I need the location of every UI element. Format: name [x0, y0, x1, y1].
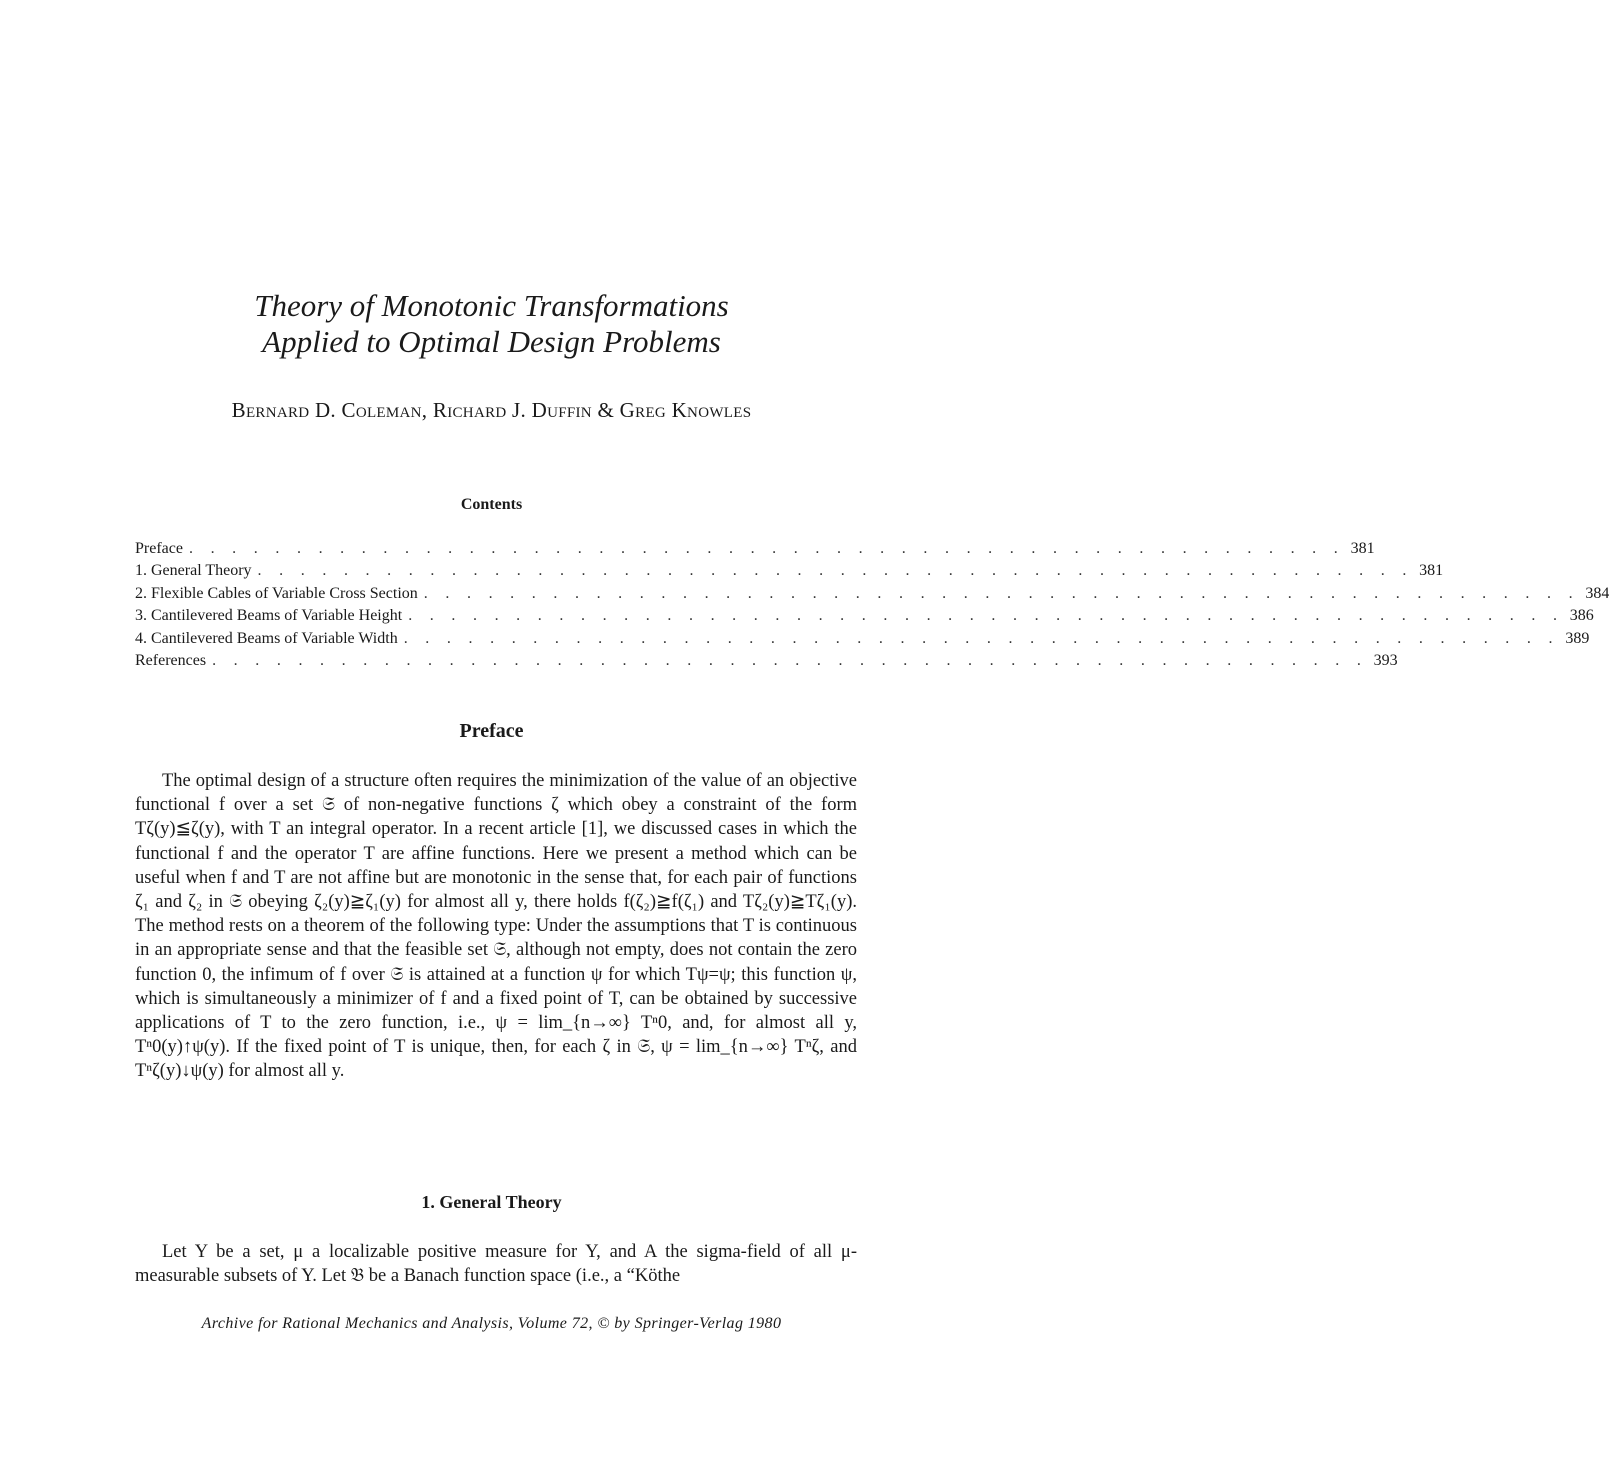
toc-entry	[135, 540, 1375, 562]
article-title-line-1: Theory of Monotonic Transformations	[254, 288, 729, 323]
toc-entry	[135, 651, 1398, 674]
toc-leader-dots: . . . . . . . . . . . . . . . . . . . . . . . . . . . . . . . . . . . . . . . . . . . . . . . . . . . . . .	[188, 540, 1345, 557]
toc-leader-dots: . . . . . . . . . . . . . . . . . . . . . . . . . . . . . . . . . . . . . . . . . . . . . . . . . . . . . .	[408, 607, 1564, 625]
toc-entry-label: 1. General Theory	[135, 562, 252, 580]
article-title-line-2: Applied to Optimal Design Problems	[262, 324, 721, 359]
toc-entry-page: 393	[1373, 651, 1398, 669]
toc-entry-label: Preface	[135, 540, 183, 557]
general-theory-heading: 1. General Theory	[421, 1192, 562, 1212]
preface-body	[135, 769, 857, 1084]
journal-footer: Archive for Rational Mechanics and Analysis, Volume 72, © by Springer-Verlag 1980	[201, 1315, 782, 1332]
toc-entry	[135, 607, 1594, 629]
table-of-contents	[135, 540, 1609, 674]
toc-entry	[135, 562, 1444, 584]
preface-heading: Preface	[459, 720, 524, 742]
toc-entry-page: 384	[1585, 584, 1609, 602]
general-theory-body	[135, 1240, 857, 1288]
general-theory-paragraph: Let Y be a set, μ a localizable positive measure for Y, and A the sigma-field of all μ-measurable subsets of Y. Let 𝔅 be a Banach function space (i.e., a “Köthe	[135, 1242, 857, 1287]
article-authors: Bernard D. Coleman, Richard J. Duffin & Greg Knowles	[231, 398, 752, 422]
toc-entry-page: 381	[1419, 562, 1444, 580]
toc-entry-page: 381	[1350, 540, 1375, 557]
toc-entry-label: 3. Cantilevered Beams of Variable Height	[135, 607, 403, 625]
toc-leader-dots: . . . . . . . . . . . . . . . . . . . . . . . . . . . . . . . . . . . . . . . . . . . . . . . . . . . . . .	[212, 651, 1368, 669]
contents-heading: Contents	[460, 496, 523, 513]
toc-entry-label: References	[135, 651, 207, 669]
toc-entry-page: 386	[1569, 607, 1594, 625]
toc-leader-dots: . . . . . . . . . . . . . . . . . . . . . . . . . . . . . . . . . . . . . . . . . . . . . . . . . . . . . .	[257, 562, 1414, 580]
toc-entry	[135, 629, 1590, 652]
toc-leader-dots: . . . . . . . . . . . . . . . . . . . . . . . . . . . . . . . . . . . . . . . . . . . . . . . . . . . . . .	[423, 584, 1580, 602]
preface-paragraph: The optimal design of a structure often requires the minimization of the value of an objective functional f over a set 𝔖 of non-negative functions ζ which obey a constraint of the form Tζ(y)≦ζ(y), with T an integral operator. In a recent article [1], we discussed cases in which the functional f and the operator T are affine functions. Here we present a method which can be useful when f and T are not affine but are monotonic in the sense that, for each pair of functions ζ₁ and ζ₂ in 𝔖 obeying ζ₂(y)≧ζ₁(y) for almost all y, there holds f(ζ₂)≧f(ζ₁) and Tζ₂(y)≧Tζ₁(y). The method rests on a theorem of the following type: Under the assumptions that T is continuous in an appropriate sense and that the feasible set 𝔖, although not empty, does not contain the zero function 0, the infimum of f over 𝔖 is attained at a function ψ for which Tψ=ψ; this function ψ, which is simultaneously a minimizer of f and a fixed point of T, can be obtained by successive applications of T to the zero function, i.e., ψ = lim_{n→∞} Tⁿ0, and, for almost all y, Tⁿ0(y)↑ψ(y). If the fixed point of T is unique, then, for each ζ in 𝔖, ψ = lim_{n→∞} Tⁿζ, and Tⁿζ(y)↓ψ(y) for almost all y.	[135, 771, 857, 1082]
toc-leader-dots: . . . . . . . . . . . . . . . . . . . . . . . . . . . . . . . . . . . . . . . . . . . . . . . . . . . . . .	[403, 629, 1560, 647]
toc-entry-label: 4. Cantilevered Beams of Variable Width	[135, 629, 398, 647]
toc-entry-page: 389	[1565, 629, 1590, 647]
toc-entry-label: 2. Flexible Cables of Variable Cross Section	[135, 584, 418, 602]
toc-entry	[135, 584, 1609, 607]
